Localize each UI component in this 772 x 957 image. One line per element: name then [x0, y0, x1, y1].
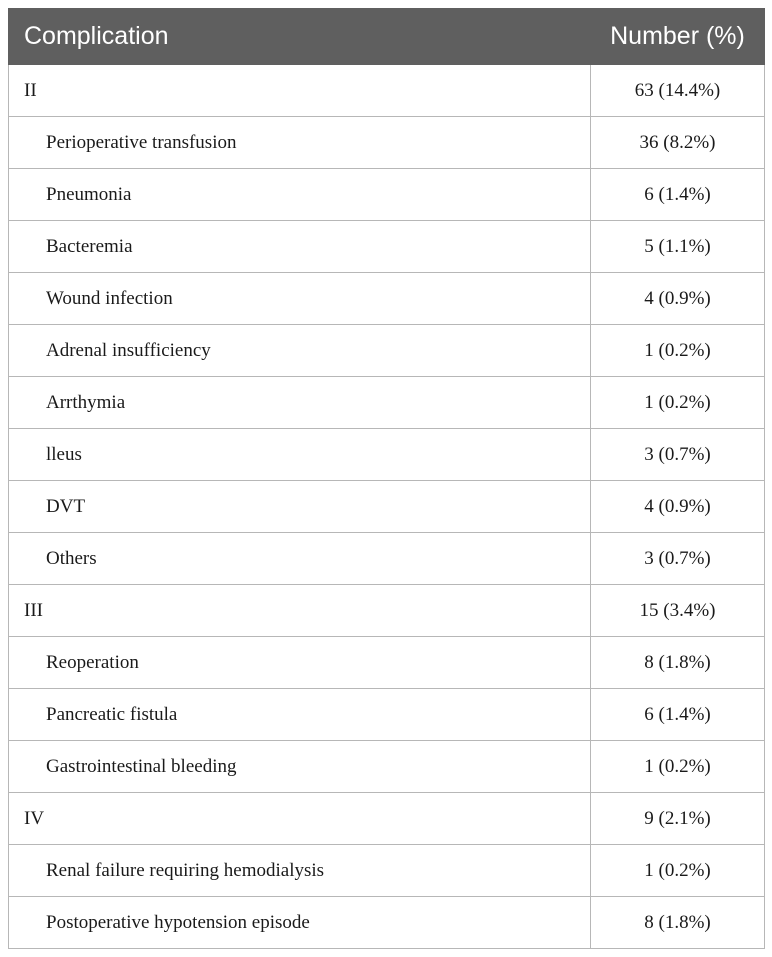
- number-cell: 3 (0.7%): [591, 429, 765, 481]
- complication-cell: Adrenal insufficiency: [9, 325, 591, 377]
- complication-cell: Bacteremia: [9, 221, 591, 273]
- number-cell: 3 (0.7%): [591, 533, 765, 585]
- number-cell: 4 (0.9%): [591, 481, 765, 533]
- table-row-subitem: [9, 741, 765, 793]
- table-row-subitem: [9, 533, 765, 585]
- complication-cell: lleus: [9, 429, 591, 481]
- number-cell: 6 (1.4%): [591, 169, 765, 221]
- header-number: Number (%): [591, 9, 765, 65]
- table-row-subitem: [9, 845, 765, 897]
- number-cell: 1 (0.2%): [591, 377, 765, 429]
- complication-cell: Gastrointestinal bleeding: [9, 741, 591, 793]
- table-row-subitem: [9, 117, 765, 169]
- number-cell: 8 (1.8%): [591, 637, 765, 689]
- number-cell: 63 (14.4%): [591, 65, 765, 117]
- complication-cell: IV: [9, 793, 591, 845]
- table-row-subitem: [9, 273, 765, 325]
- table-row-subitem: [9, 169, 765, 221]
- table-row-grade: [9, 585, 765, 637]
- table-row-subitem: [9, 221, 765, 273]
- table-row-subitem: [9, 689, 765, 741]
- header-row: [9, 9, 765, 65]
- table-row-subitem: [9, 897, 765, 949]
- complication-cell: III: [9, 585, 591, 637]
- number-cell: 15 (3.4%): [591, 585, 765, 637]
- number-cell: 36 (8.2%): [591, 117, 765, 169]
- table-header: [9, 9, 765, 65]
- number-cell: 9 (2.1%): [591, 793, 765, 845]
- number-cell: 1 (0.2%): [591, 845, 765, 897]
- complication-cell: Renal failure requiring hemodialysis: [9, 845, 591, 897]
- complication-cell: II: [9, 65, 591, 117]
- table-row-subitem: [9, 325, 765, 377]
- number-cell: 1 (0.2%): [591, 325, 765, 377]
- number-cell: 1 (0.2%): [591, 741, 765, 793]
- number-cell: 5 (1.1%): [591, 221, 765, 273]
- complication-cell: Wound infection: [9, 273, 591, 325]
- number-cell: 6 (1.4%): [591, 689, 765, 741]
- header-complication: Complication: [9, 9, 591, 65]
- complications-table: [8, 8, 765, 949]
- table-row-grade: [9, 65, 765, 117]
- number-cell: 8 (1.8%): [591, 897, 765, 949]
- table-row-subitem: [9, 637, 765, 689]
- complication-cell: DVT: [9, 481, 591, 533]
- table-row-subitem: [9, 377, 765, 429]
- complication-cell: Others: [9, 533, 591, 585]
- table-row-subitem: [9, 429, 765, 481]
- complication-cell: Pancreatic fistula: [9, 689, 591, 741]
- complication-cell: Perioperative transfusion: [9, 117, 591, 169]
- complication-cell: Arrthymia: [9, 377, 591, 429]
- complication-cell: Postoperative hypotension episode: [9, 897, 591, 949]
- complication-cell: Reoperation: [9, 637, 591, 689]
- number-cell: 4 (0.9%): [591, 273, 765, 325]
- table-body: [9, 65, 765, 949]
- table-row-subitem: [9, 481, 765, 533]
- table-row-grade: [9, 793, 765, 845]
- complication-cell: Pneumonia: [9, 169, 591, 221]
